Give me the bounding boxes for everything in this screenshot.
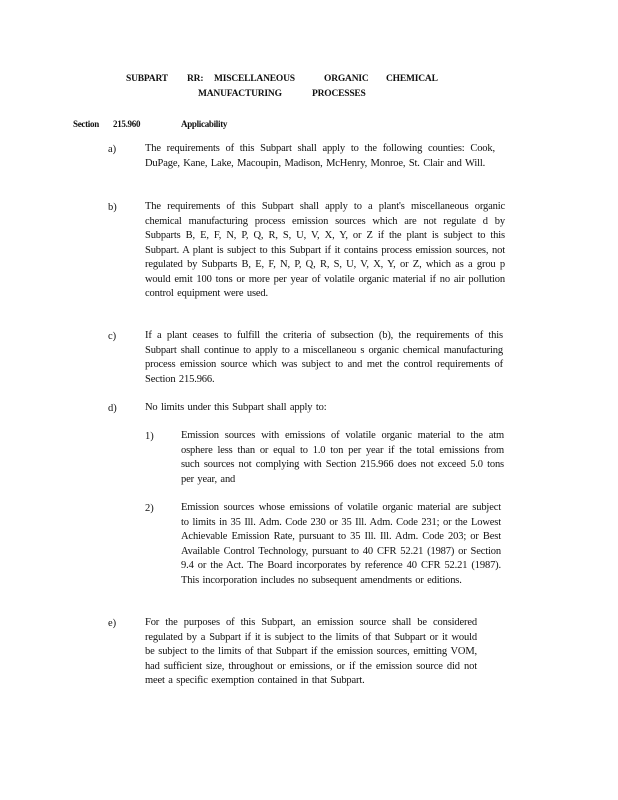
heading-processes: PROCESSES (312, 89, 366, 99)
section-label: Section (73, 119, 99, 129)
item-d-2-text: Emission sources whose emissions of volatile organic material are subject to limits in 35 Ill. Adm. Code 230 or 35 Ill. Adm. Code 231; or the Lowest Achievable Emission Rate, pursuant to 35 Ill. Ill. Adm. Code 203; or Best Available Control Technology, pursuant to 40 CFR 52.21 (1987) or Section 9.4 or the Act. The Board incorporates by reference 40 CFR 52.21 (1987). This incorporation includes no subsequent amendments or editions. (181, 502, 501, 586)
item-b-text: The requirements of this Subpart shall apply to a plant's miscellaneous organic chemical manufacturing process emission sources which are not regulate d by Subparts B, E, F, N, P, Q, R, S, U, V, X, Y, or Z if the plant is subject to this Subpart. A plant is subject to this Subpart if it contains process emission sources, not regulated by Subparts B, E, F, N, P, Q, R, S, U, V, X, Y, or Z, which as a grou p would emit 100 tons or more per year of volatile organic material if no air pollution control equipment were used. (145, 201, 505, 299)
heading-chemical: CHEMICAL (386, 74, 438, 84)
heading-organic: ORGANIC (324, 74, 369, 84)
item-c-label: c) (108, 331, 117, 342)
heading-subpart: SUBPART (126, 74, 168, 84)
item-e-label: e) (108, 618, 117, 629)
item-c-text: If a plant ceases to fulfill the criteria of subsection (b), the requirements of this Subpart shall continue to apply to a miscellaneou s organic chemical manufacturing process emission source which was subject to and met the control requirements of Section 215.966. (145, 330, 503, 385)
section-title: Applicability (181, 119, 228, 129)
heading-manufacturing: MANUFACTURING (198, 89, 282, 99)
heading-miscellaneous: MISCELLANEOUS (214, 74, 295, 84)
item-a-text: The requirements of this Subpart shall apply to the following counties: Cook, DuPage, Kane, Lake, Macoupin, Madison, McHenry, Monroe, St. Clair and Will. (145, 143, 495, 169)
section-number: 215.960 (113, 119, 141, 129)
item-a-label: a) (108, 144, 117, 155)
item-d-1-label: 1) (145, 431, 154, 442)
item-d-1-text: Emission sources with emissions of volatile organic material to the atm osphere less than or equal to 1.0 ton per year if the total emissions from such sources not complying with Section 215.966 does not exceed 5.0 tons per year, and (181, 430, 504, 485)
item-d-2-label: 2) (145, 503, 154, 514)
heading-rr: RR: (187, 74, 204, 84)
item-d-label: d) (108, 403, 117, 414)
item-d-text: No limits under this Subpart shall apply to: (145, 402, 327, 413)
item-b-label: b) (108, 202, 117, 213)
item-e-text: For the purposes of this Subpart, an emission source shall be considered regulated by a Subpart if it is subject to the limits of that Subpart or it would be subject to the limits of that Subpart if the emission sources, emitting VOM, had sufficient size, throughout or emissions, or if the emission source did not meet a specific exemption contained in that Subpart. (145, 617, 477, 686)
